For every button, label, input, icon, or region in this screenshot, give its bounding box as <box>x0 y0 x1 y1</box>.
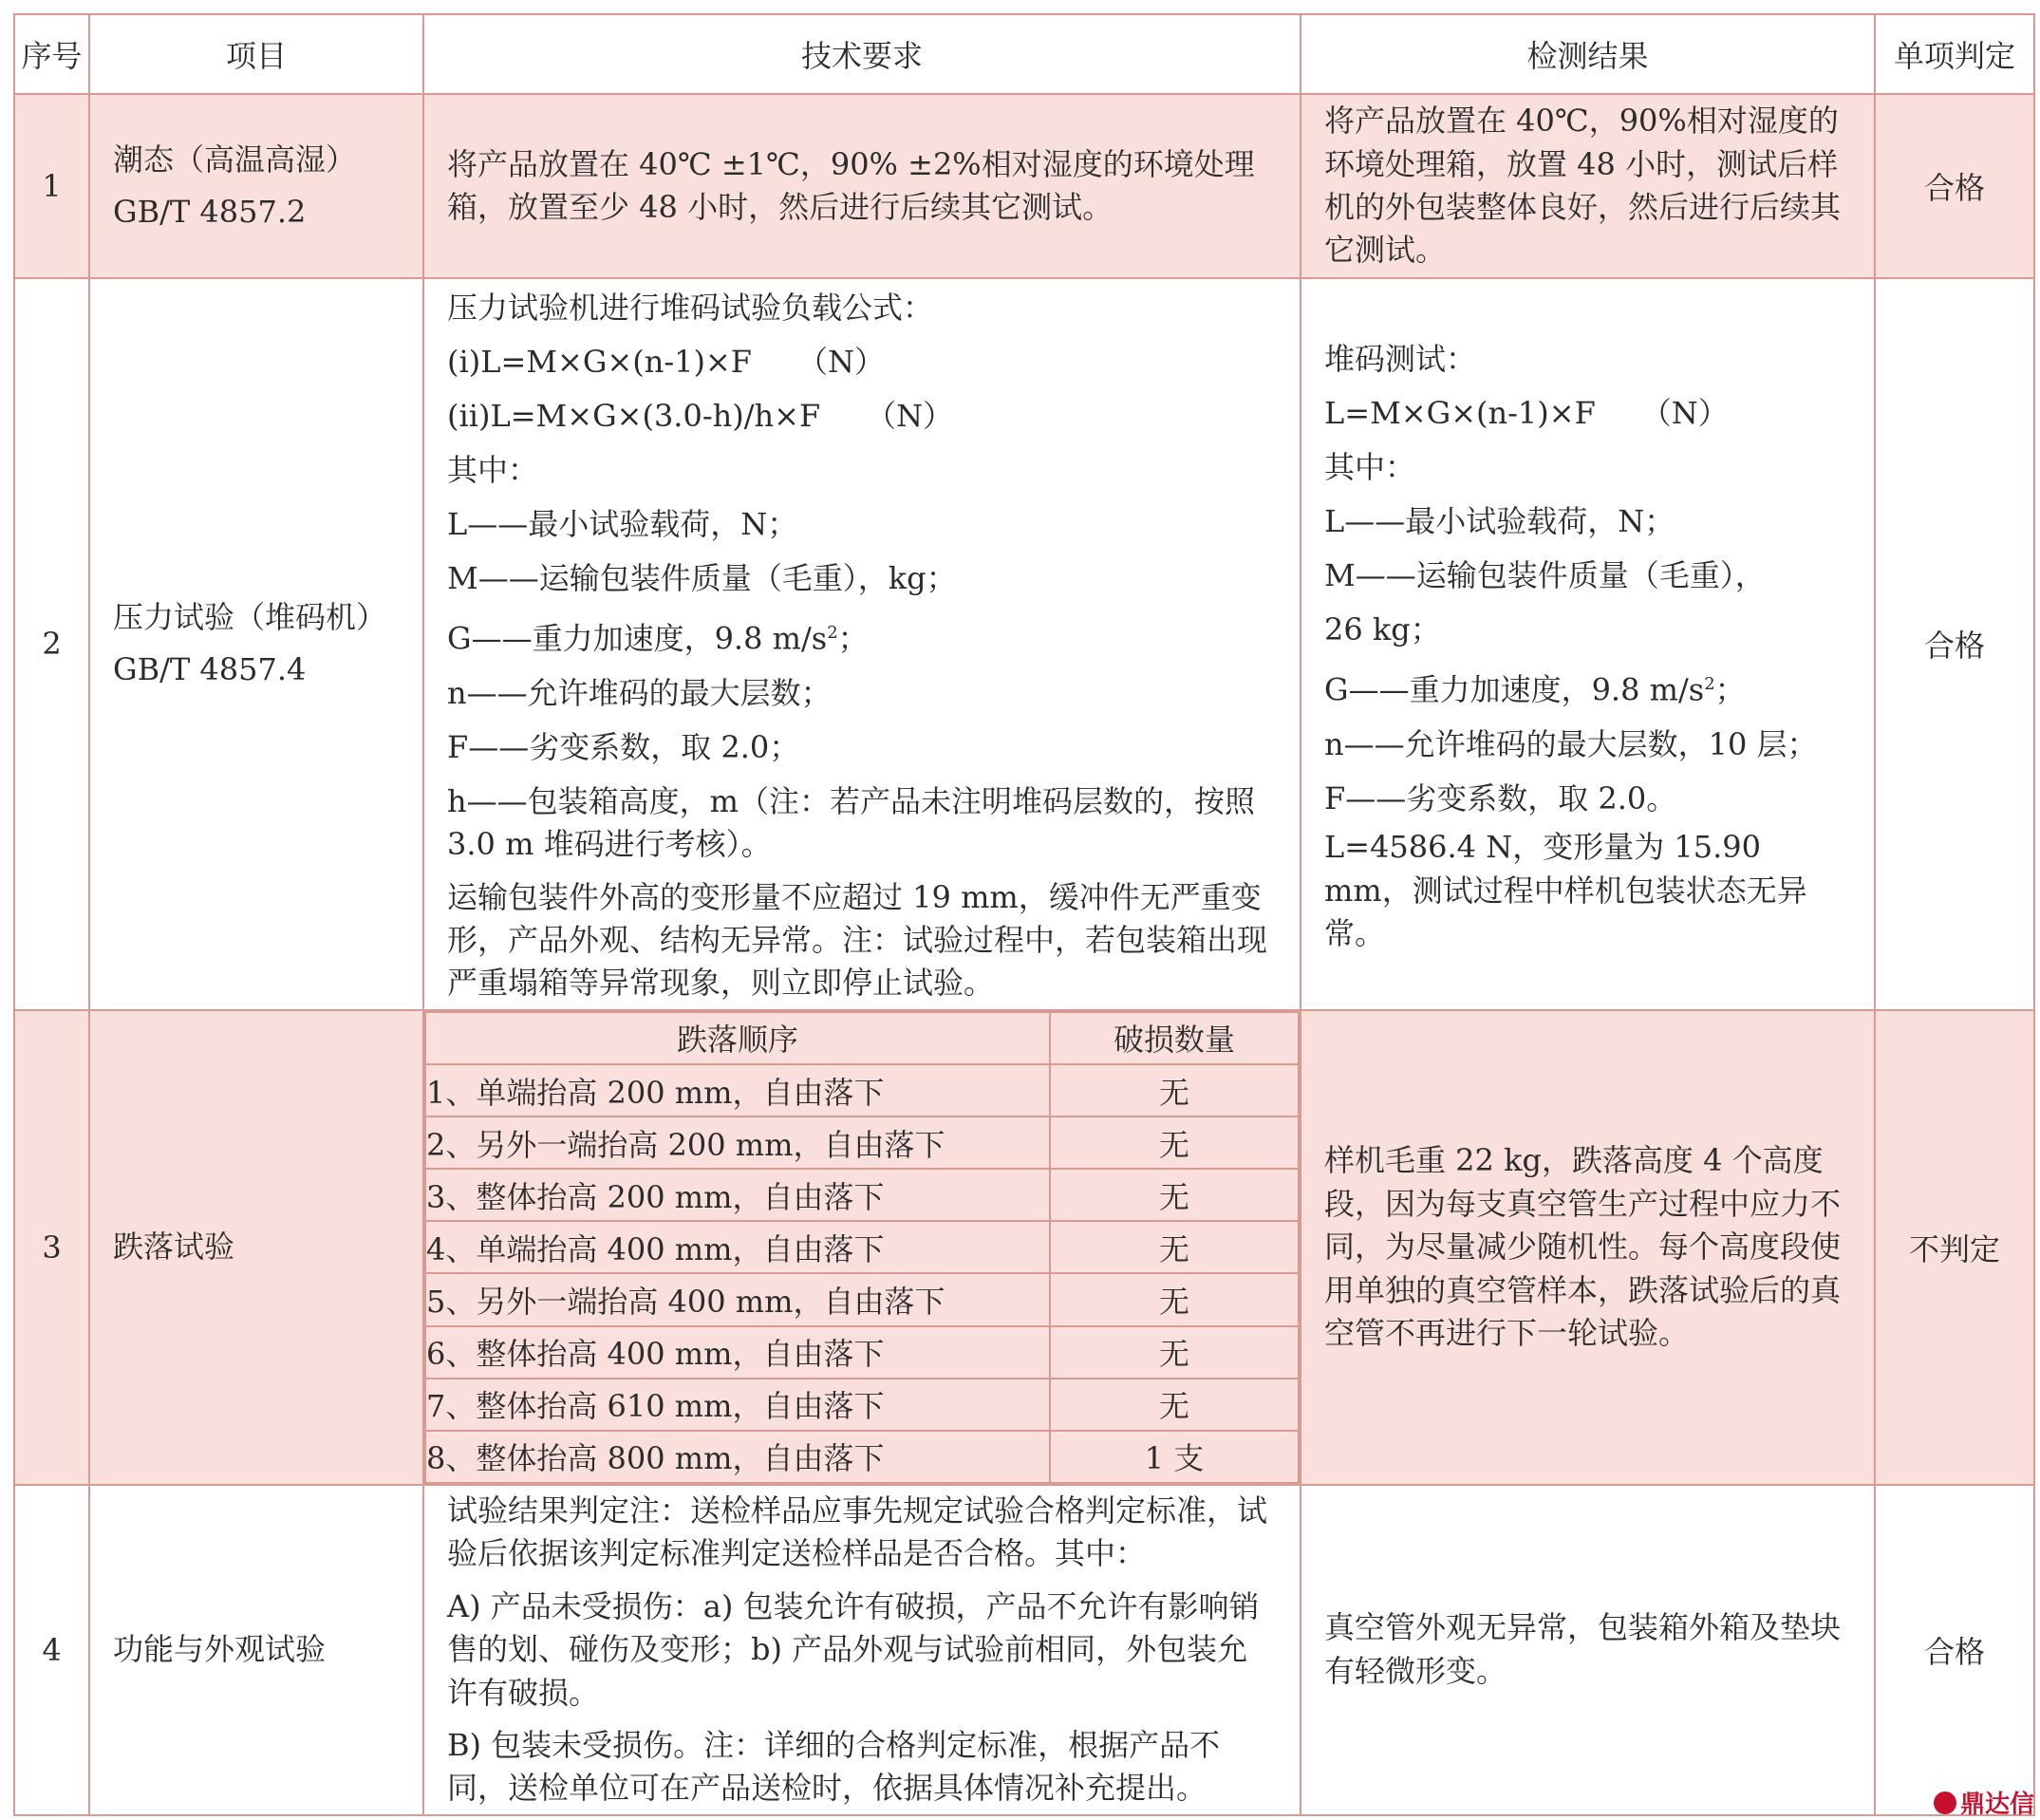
result-line: 26 kg； <box>1324 611 1441 648</box>
req-paragraph: 试验结果判定注：送检样品应事先规定试验合格判定标准，试验后依据该判定标准判定送检样品是否合格。其中： <box>447 1492 1268 1572</box>
req-paragraph: A) 产品未受损伤：a) 包装允许有破损，产品不允许有影响销售的划、碰伤及变形；b) 产品外观与试验前相同，外包装允许有破损。 <box>447 1587 1260 1711</box>
row-no: 3 <box>14 1010 89 1485</box>
req-line: h——包装箱高度，m（注：若产品未注明堆码层数的，按照 3.0 m 堆码进行考核）。 <box>447 782 1255 863</box>
drop-row <box>425 1326 1299 1379</box>
table-row <box>14 1485 2034 1815</box>
item-name: 功能与外观试验 <box>113 1631 327 1668</box>
superscript: 2 <box>1704 674 1715 695</box>
header-requirement: 技术要求 <box>423 14 1301 94</box>
drop-step: 7、整体抬高 610 mm，自由落下 <box>425 1379 1050 1431</box>
item-standard: GB/T 4857.4 <box>113 651 307 688</box>
drop-sequence-table <box>424 1011 1300 1484</box>
drop-row <box>425 1169 1299 1221</box>
drop-row <box>425 1431 1299 1483</box>
drop-step: 5、另外一端抬高 400 mm，自由落下 <box>425 1273 1050 1325</box>
drop-step: 4、单端抬高 400 mm，自由落下 <box>425 1221 1050 1273</box>
req-line: (ii)L=M×G×(3.0-h)/h×F （N） <box>447 398 954 434</box>
row-no: 1 <box>14 94 89 278</box>
item-name: 压力试验（堆码机） <box>113 598 387 635</box>
row-requirement <box>423 278 1301 1010</box>
drop-row <box>425 1116 1299 1169</box>
req-line: (i)L=M×G×(n-1)×F （N） <box>447 344 885 380</box>
result-line: n——允许堆码的最大层数，10 层； <box>1324 726 1818 763</box>
row-result: 样机毛重 22 kg，跌落高度 4 个高度段，因为每支真空管生产过程中应力不同，为尽量减少随机性。每个高度段使用单独的真空管样本，跌落试验后的真空管不再进行下一轮试验。 <box>1301 1010 1875 1485</box>
logo-icon <box>1934 1792 1956 1814</box>
header-row <box>14 14 2034 94</box>
req-gravity-text: G——重力加速度，9.8 m/s <box>447 620 828 657</box>
result-line: L=M×G×(n-1)×F （N） <box>1324 395 1729 432</box>
item-name: 跌落试验 <box>113 1229 235 1266</box>
drop-row <box>425 1064 1299 1116</box>
req-line: 压力试验机进行堆码试验负载公式： <box>447 290 934 326</box>
row-no: 4 <box>14 1485 89 1815</box>
item-standard: GB/T 4857.2 <box>113 194 307 230</box>
drop-damage: 无 <box>1050 1379 1299 1431</box>
row-judgement: 合格 <box>1875 1485 2034 1815</box>
drop-damage: 无 <box>1050 1116 1299 1169</box>
row-item <box>89 94 423 278</box>
result-line: 堆码测试： <box>1324 341 1477 378</box>
req-paragraph: B) 包装未受损伤。注：详细的合格判定标准，根据产品不同，送检单位可在产品送检时，依据具体情况补充提出。 <box>447 1727 1221 1807</box>
result-line: 其中： <box>1324 449 1416 486</box>
result-line: M——运输包装件质量（毛重）， <box>1324 557 1766 594</box>
table-row <box>14 278 2034 1010</box>
header-result: 检测结果 <box>1301 14 1875 94</box>
req-line: L——最小试验载荷，N； <box>447 506 798 542</box>
result-line: L=4586.4 N，变形量为 15.90 mm，测试过程中样机包装状态无异常。 <box>1324 829 1807 951</box>
watermark-text: 鼎达信 <box>1959 1791 2034 1819</box>
row-judgement: 不判定 <box>1875 1010 2034 1485</box>
drop-step: 3、整体抬高 200 mm，自由落下 <box>425 1169 1050 1221</box>
result-gravity-text: G——重力加速度，9.8 m/s <box>1324 672 1705 709</box>
result-line: F——劣变系数，取 2.0。 <box>1324 780 1677 817</box>
row-item <box>89 278 423 1010</box>
row-requirement: 将产品放置在 40℃ ±1℃，90% ±2%相对湿度的环境处理箱，放置至少 48 小时，然后进行后续其它测试。 <box>423 94 1301 278</box>
drop-damage: 无 <box>1050 1221 1299 1273</box>
drop-sequence-cell <box>423 1010 1301 1485</box>
result-line-gravity <box>1324 657 1851 718</box>
drop-header-damage: 破损数量 <box>1050 1012 1299 1064</box>
row-result: 将产品放置在 40℃，90%相对湿度的环境处理箱，放置 48 小时，测试后样机的外包装整体良好，然后进行后续其它测试。 <box>1301 94 1875 278</box>
header-no: 序号 <box>14 14 89 94</box>
watermark <box>1934 1785 2034 1820</box>
header-judgement: 单项判定 <box>1875 14 2034 94</box>
row-requirement <box>423 1485 1301 1815</box>
result-line: L——最小试验载荷，N； <box>1324 503 1675 540</box>
row-judgement: 合格 <box>1875 94 2034 278</box>
drop-damage: 无 <box>1050 1169 1299 1221</box>
item-name: 潮态（高温高湿） <box>113 141 357 178</box>
row-no: 2 <box>14 278 89 1010</box>
drop-damage: 无 <box>1050 1273 1299 1325</box>
drop-step: 8、整体抬高 800 mm，自由落下 <box>425 1431 1050 1483</box>
header-item: 项目 <box>89 14 423 94</box>
drop-header-sequence: 跌落顺序 <box>425 1012 1050 1064</box>
req-line: F——劣变系数，取 2.0； <box>447 728 800 765</box>
test-results-table <box>13 13 2035 1816</box>
drop-damage: 无 <box>1050 1326 1299 1379</box>
result-gravity-tail: ； <box>1714 672 1746 709</box>
row-judgement: 合格 <box>1875 278 2034 1010</box>
row-item <box>89 1010 423 1485</box>
drop-step: 2、另外一端抬高 200 mm，自由落下 <box>425 1116 1050 1169</box>
req-line: M——运输包装件质量（毛重），kg； <box>447 560 957 596</box>
req-line: 运输包装件外高的变形量不应超过 19 mm，缓冲件无严重变形，产品外观、结构无异常。注：试验过程中，若包装箱出现严重塌箱等异常现象，则立即停止试验。 <box>447 878 1268 1002</box>
table-row <box>14 94 2034 278</box>
req-line: 其中： <box>447 452 539 488</box>
row-item <box>89 1485 423 1815</box>
row-result: 真空管外观无异常，包装箱外箱及垫块有轻微形变。 <box>1301 1485 1875 1815</box>
table-row <box>14 1010 2034 1485</box>
req-line-gravity <box>447 606 1277 666</box>
drop-header-row <box>425 1012 1299 1064</box>
drop-step: 6、整体抬高 400 mm，自由落下 <box>425 1326 1050 1379</box>
drop-row <box>425 1273 1299 1325</box>
row-result <box>1301 278 1875 1010</box>
req-line: n——允许堆码的最大层数； <box>447 674 832 711</box>
superscript: 2 <box>827 623 838 643</box>
req-gravity-tail: ； <box>837 620 869 657</box>
drop-step: 1、单端抬高 200 mm，自由落下 <box>425 1064 1050 1116</box>
drop-damage: 1 支 <box>1050 1431 1299 1483</box>
drop-row <box>425 1379 1299 1431</box>
drop-damage: 无 <box>1050 1064 1299 1116</box>
drop-row <box>425 1221 1299 1273</box>
